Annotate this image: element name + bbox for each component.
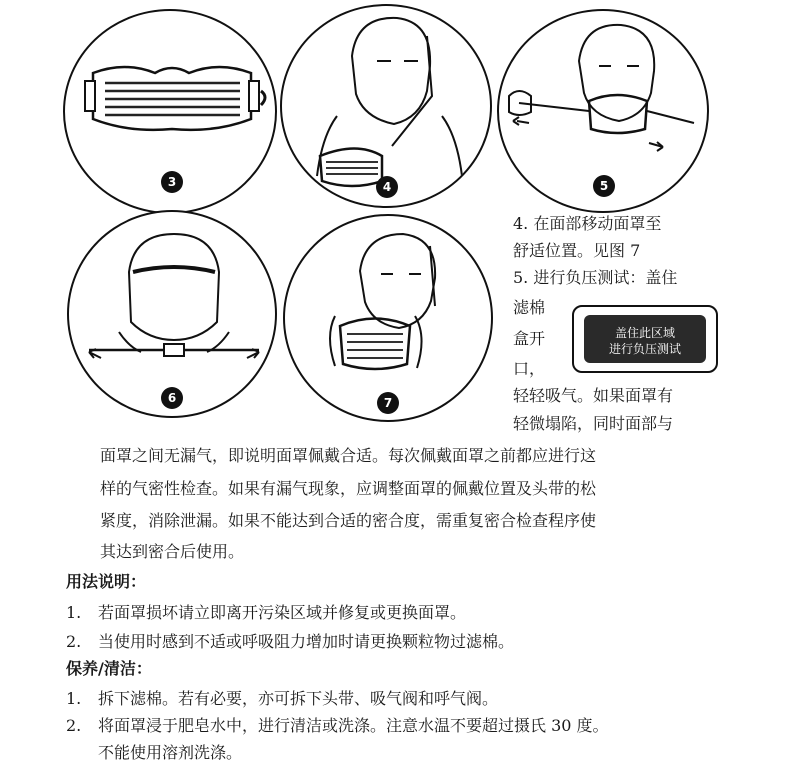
usage-item-1 — [66, 600, 466, 623]
step-4-line-1: 4. 在面部移动面罩至 — [513, 214, 662, 233]
step-4-line-2: 舒适位置。见图 7 — [513, 241, 641, 260]
paragraph-line-1: 面罩之间无漏气，即说明面罩佩戴合适。每次佩戴面罩之前都应进行这 — [100, 446, 597, 465]
step-5-line-4: 口， — [513, 359, 546, 378]
usage-heading: 用法说明： — [66, 572, 147, 591]
figure-3-circle — [63, 9, 277, 214]
care-item-2-number: 2. — [66, 716, 82, 735]
usage-item-1-number: 1. — [66, 603, 82, 622]
care-heading: 保养/清洁： — [66, 659, 152, 678]
figure-4-circle — [280, 4, 492, 208]
figure-4-number: 4 — [376, 176, 398, 198]
figure-7-number: 7 — [377, 392, 399, 414]
figure-6-circle — [67, 210, 277, 418]
usage-item-1-text: 若面罩损坏请立即离开污染区域并修复或更换面罩。 — [98, 603, 467, 622]
care-item-2 — [66, 713, 609, 736]
figure-7-circle — [283, 214, 493, 422]
step-5-line-3: 盒开 — [513, 329, 546, 348]
step-5-line-6: 轻微塌陷，同时面部与 — [513, 414, 674, 433]
care-item-2-continuation: 不能使用溶剂洗涤。 — [98, 743, 243, 762]
usage-item-2-number: 2. — [66, 632, 82, 651]
paragraph-line-4: 其达到密合后使用。 — [100, 542, 245, 561]
filter-label-line-2: 进行负压测试 — [608, 342, 681, 356]
care-item-2-text: 将面罩浸于肥皂水中，进行清洁或洗涤。注意水温不要超过摄氏 30 度。 — [98, 716, 609, 735]
filter-cartridge-illustration — [572, 305, 718, 373]
step-5-line-5: 轻轻吸气。如果面罩有 — [513, 386, 674, 405]
usage-item-2 — [66, 629, 514, 652]
step-5-line-2: 滤棉 — [513, 298, 546, 317]
care-item-1-text: 拆下滤棉。若有必要，亦可拆下头带、吸气阀和呼气阀。 — [98, 689, 499, 708]
figure-6-number: 6 — [161, 387, 183, 409]
filter-label-line-1: 盖住此区域 — [614, 326, 675, 340]
filter-label-panel — [584, 315, 706, 363]
paragraph-line-3: 紧度，消除泄漏。如果不能达到合适的密合度，需重复密合检查程序使 — [100, 511, 597, 530]
step-5-line-1: 5. 进行负压测试：盖住 — [513, 268, 678, 287]
figure-5-circle — [497, 9, 709, 213]
paragraph-line-2: 样的气密性检查。如果有漏气现象，应调整面罩的佩戴位置及头带的松 — [100, 479, 597, 498]
care-item-1 — [66, 686, 498, 709]
usage-item-2-text: 当使用时感到不适或呼吸阻力增加时请更换颗粒物过滤棉。 — [98, 632, 515, 651]
figure-3-number: 3 — [161, 171, 183, 193]
figure-5-number: 5 — [593, 175, 615, 197]
care-item-1-number: 1. — [66, 689, 82, 708]
